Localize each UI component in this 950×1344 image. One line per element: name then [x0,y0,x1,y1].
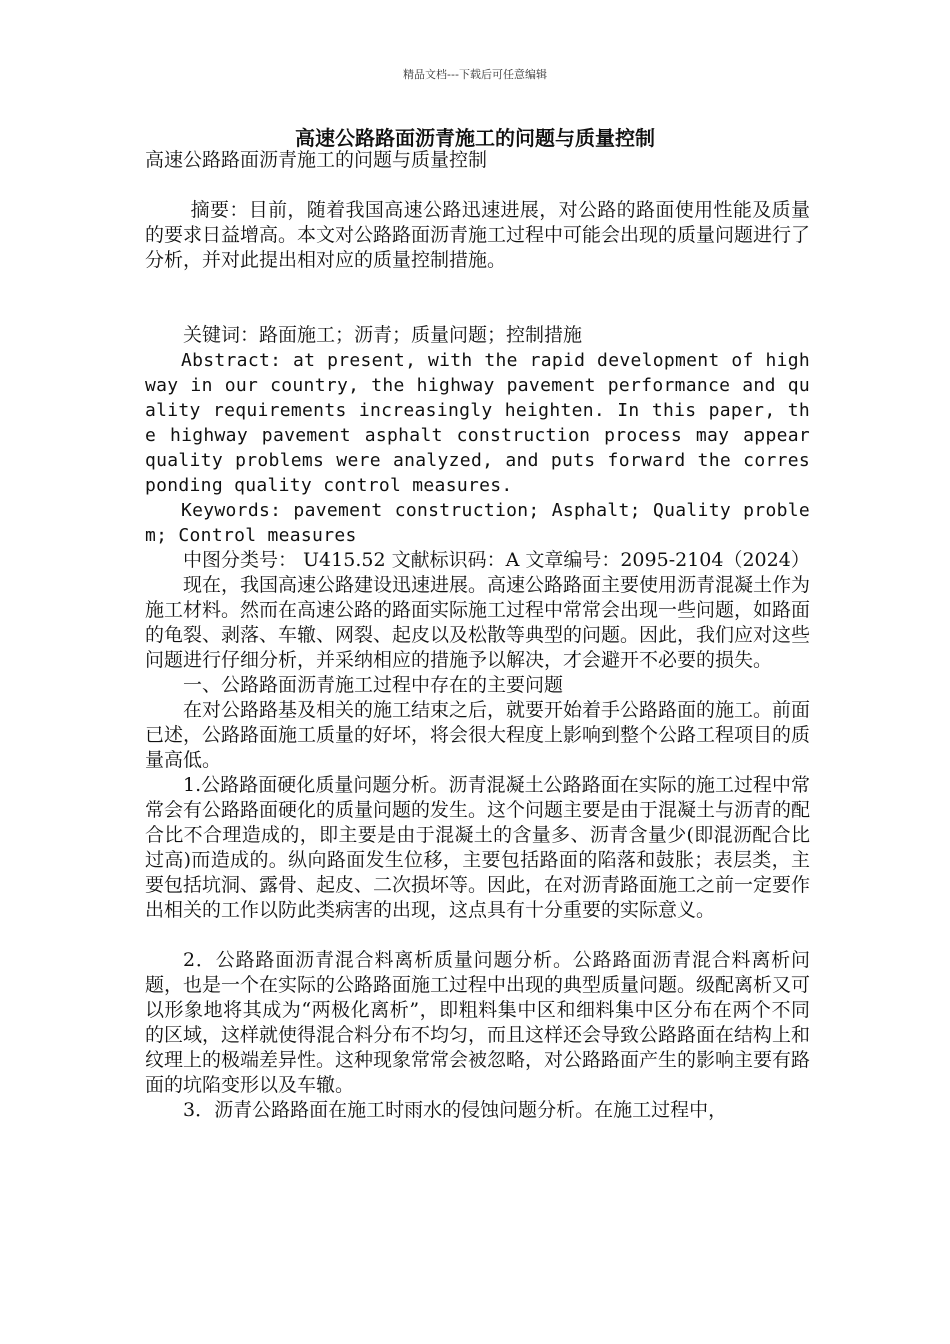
document-title: 高速公路路面沥青施工的问题与质量控制 [295,126,655,150]
point-1-paragraph: 1.公路路面硬化质量问题分析。沥青混凝土公路路面在实际的施工过程中常常会有公路路面硬化的质量问题的发生。这个问题主要是由于混凝土与沥青的配合比不合理造成的，即主要是由于混凝土的含量多、沥青含量少(即混沥配合比过高)而造成的。纵向路面发生位移，主要包括路面的陷落和鼓胀；表层类，主要包括坑洞、露骨、起皮、二次损坏等。因此，在对沥青路面施工之前一定要作出相关的工作以防此类病害的出现，这点具有十分重要的实际意义。 [145,774,811,921]
document-subtitle: 高速公路路面沥青施工的问题与质量控制 [145,149,488,171]
section-1-intro: 在对公路路基及相关的施工结束之后，就要开始着手公路路面的施工。前面已述，公路路面施工质量的好坏，将会很大程度上影响到整个公路工程项目的质量高低。 [145,699,811,771]
page-header-note: 精品文档---下载后可任意编辑 [403,68,547,81]
abstract-cn: 摘要：目前，随着我国高速公路迅速进展，对公路的路面使用性能及质量的要求日益增高。本文对公路路面沥青施工过程中可能会出现的质量问题进行了分析，并对此提出相对应的质量控制措施。 [145,199,811,271]
keywords-en: Keywords: pavement construction; Asphalt; Quality problem; Control measures [145,500,810,546]
keywords-cn: 关键词：路面施工；沥青；质量问题；控制措施 [183,324,583,346]
point-3-paragraph: 3．沥青公路路面在施工时雨水的侵蚀问题分析。在施工过程中， [183,1099,728,1121]
classification-line: 中图分类号： U415.52 文献标识码：A 文章编号：2095-2104（2024） [183,549,810,571]
abstract-en: Abstract: at present, with the rapid development of highway in our country, the highway pavement performance and quality requirements increasingly heighten. In this paper, the highway pavement asphalt construction process may appear quality problems were analyzed, and puts forward the corresponding quality control measures. [145,350,810,496]
point-2-paragraph: 2．公路路面沥青混合料离析质量问题分析。公路路面沥青混合料离析问题，也是一个在实际的公路路面施工过程中出现的典型质量问题。级配离析又可以形象地将其成为“两极化离析”，即粗料集中区和细料集中区分布在两个不同的区域，这样就使得混合料分布不均匀，而且这样还会导致公路路面在结构上和纹理上的极端差异性。这种现象常常会被忽略，对公路路面产生的影响主要有路面的坑陷变形以及车辙。 [145,949,811,1096]
document-body [145,148,810,1123]
section-1-heading: 一、公路路面沥青施工过程中存在的主要问题 [183,674,564,696]
intro-paragraph: 现在，我国高速公路建设迅速进展。高速公路路面主要使用沥青混凝土作为施工材料。然而在高速公路的路面实际施工过程中常常会出现一些问题，如路面的龟裂、剥落、车辙、网裂、起皮以及松散等典型的问题。因此，我们应对这些问题进行仔细分析，并采纳相应的措施予以解决，才会避开不必要的损失。 [145,574,811,671]
